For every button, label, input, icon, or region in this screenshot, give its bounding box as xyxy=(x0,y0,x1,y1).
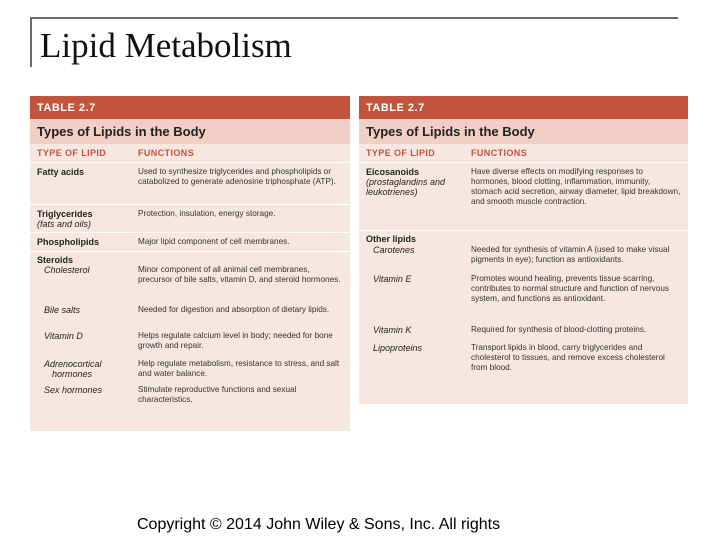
lipid-type: Steroids xyxy=(37,255,74,265)
table-row xyxy=(30,330,350,358)
lipid-type: Bile salts xyxy=(44,305,81,315)
slide-title: Lipid Metabolism xyxy=(40,26,292,65)
table-row xyxy=(30,304,350,330)
table-label: TABLE 2.7 xyxy=(30,96,350,119)
table-title: Types of Lipids in the Body xyxy=(30,119,350,144)
table-row xyxy=(359,324,688,342)
lipid-functions: Stimulate reproductive functions and sexual characteristics. xyxy=(138,385,297,404)
table-row xyxy=(30,252,350,264)
table-column-headers xyxy=(359,144,688,163)
lipid-functions: Helps regulate calcium level in body; needed for bone growth and repair. xyxy=(138,331,333,350)
title-frame-left-line xyxy=(30,17,32,67)
lipid-type: Cholesterol xyxy=(44,265,90,275)
column-header-type: TYPE OF LIPID xyxy=(366,148,436,158)
lipid-type-note: (fats and oils) xyxy=(37,219,92,229)
table-row xyxy=(359,244,688,273)
lipid-functions: Protection, insulation, energy storage. xyxy=(138,209,276,218)
table-row xyxy=(30,264,350,304)
title-frame-top-line xyxy=(30,17,678,19)
lipid-functions: Required for synthesis of blood-clotting proteins. xyxy=(471,325,647,334)
lipid-functions: Transport lipids in blood, carry triglycerides and cholesterol to tissues, and remove excess cholesterol from blood. xyxy=(471,343,665,372)
lipid-type: Lipoproteins xyxy=(373,343,423,353)
lipid-table-right xyxy=(359,96,688,404)
table-row xyxy=(359,163,688,231)
table-row xyxy=(30,163,350,205)
table-row xyxy=(30,384,350,410)
column-header-type: TYPE OF LIPID xyxy=(37,148,107,158)
lipid-type: Vitamin E xyxy=(373,274,412,284)
table-row xyxy=(30,205,350,233)
lipid-type-note: hormones xyxy=(52,369,93,379)
column-header-functions: FUNCTIONS xyxy=(471,148,528,158)
table-row xyxy=(359,342,688,382)
lipid-functions: Needed for digestion and absorption of dietary lipids. xyxy=(138,305,330,314)
lipid-functions: Minor component of all animal cell membranes, precursor of bile salts, vitamin D, and steroid hormones. xyxy=(138,265,341,284)
lipid-type: Triglycerides xyxy=(37,209,93,219)
lipid-functions: Promotes wound healing, prevents tissue scarring, contributes to normal structure and function of nervous system, and functions as antioxidant. xyxy=(471,274,669,303)
table-row xyxy=(359,273,688,324)
table-column-headers xyxy=(30,144,350,163)
table-row xyxy=(359,231,688,244)
lipid-type: Phospholipids xyxy=(37,237,99,247)
lipid-type: Vitamin K xyxy=(373,325,412,335)
lipid-type: Other lipids xyxy=(366,234,417,244)
table-title: Types of Lipids in the Body xyxy=(359,119,688,144)
lipid-type: Eicosanoids xyxy=(366,167,420,177)
lipid-functions: Help regulate metabolism, resistance to stress, and salt and water balance. xyxy=(138,359,340,378)
lipid-functions: Needed for synthesis of vitamin A (used to make visual pigments in eye); function as antioxidants. xyxy=(471,245,670,264)
lipid-functions: Major lipid component of cell membranes. xyxy=(138,237,290,246)
lipid-type: Adrenocortical xyxy=(44,359,102,369)
table-label: TABLE 2.7 xyxy=(359,96,688,119)
lipid-type: Vitamin D xyxy=(44,331,83,341)
lipid-type: Fatty acids xyxy=(37,167,85,177)
lipid-type-note: (prostaglandins and leukotrienes) xyxy=(366,177,446,197)
lipid-table-left xyxy=(30,96,350,431)
table-row xyxy=(30,358,350,384)
lipid-type: Sex hormones xyxy=(44,385,103,395)
lipid-type: Carotenes xyxy=(373,245,415,255)
column-header-functions: FUNCTIONS xyxy=(138,148,195,158)
table-row xyxy=(30,233,350,252)
copyright-notice: Copyright © 2014 John Wiley & Sons, Inc. All rights xyxy=(137,516,501,533)
lipid-functions: Used to synthesize triglycerides and phospholipids or catabolized to generate adenosine triphosphate (ATP). xyxy=(138,167,336,186)
lipid-functions: Have diverse effects on modifying responses to hormones, blood clotting, inflammation, immunity, stomach acid secretion, airway diameter, lipid breakdown, and smooth muscle contraction. xyxy=(471,167,681,206)
